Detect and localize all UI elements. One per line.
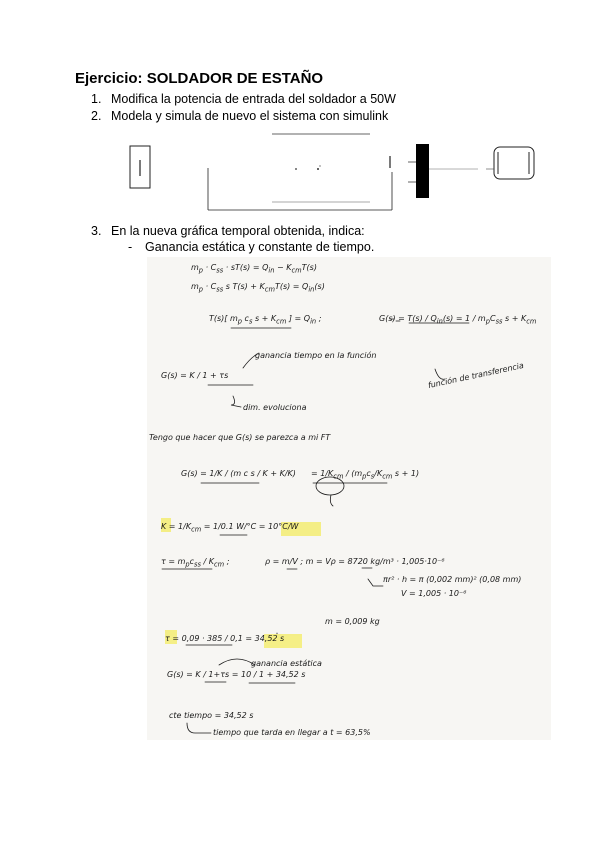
sublist-text: Ganancia estática y constante de tiempo.	[145, 240, 375, 254]
list-text: Modifica la potencia de entrada del soldador a 50W	[111, 92, 396, 106]
list-number: 2.	[91, 109, 102, 123]
list-text: Modela y simula de nuevo el sistema con simulink	[111, 109, 389, 123]
handwritten-notes-image: $m_p \cdot C_{ss} \cdot sT(s) = Q_{in} - K_{cm}T(s)$ $m_p \cdot C_{ss}$ s $T(s) + K_{cm}T(s) = Q_{in}(s)$ T(s)[ $m_p$ $c_s$ $s + K_{cm}$ ] = $Q_{in}$ ; $G(s) = T(s) / Q_{in}(s) = 1 / m_pC_{ss}$ $s + K_{cm}$ ganancia tiempo en la función G(s) = K / 1 + τs dim. evoluciona función de transferencia Tengo que hacer que G(s) se parezca a mi FT G(s) = 1/K / (m c s / K + K/K) = $1/K_{cm} / (m_pc_s/K_{cm}$ s + 1) $K = 1/K_{cm} = 1/0.1$ W/°C = 10°C/W $\tau = m_pc_{ss} / K_{cm}$ ; ρ = m/V ; m = Vρ = 8720 kg/m³ · 1,005·10⁻⁶ πr² · h = π (0,002 mm)² (0,08 mm) V = 1,005 · 10⁻⁶ m = 0,009 kg τ = 0,09 · 385 / 0,1 = 34,52 s G(s) = K / 1+τs = 10 / 1 + 34,52 s ganancia estática cte tiempo = 34,52 s tiempo que tarda en llegar a t = 63,5%	[147, 257, 551, 740]
list-text: En la nueva gráfica temporal obtenida, indica:	[111, 224, 365, 238]
sublist-bullet: -	[128, 240, 133, 254]
exercise-title: Ejercicio: SOLDADOR DE ESTAÑO	[75, 70, 324, 87]
simulink-diagram	[128, 132, 548, 222]
list-number: 1.	[91, 92, 102, 106]
highlights	[161, 518, 321, 648]
handwriting-strokes	[147, 257, 551, 740]
list-number: 3.	[91, 224, 102, 238]
